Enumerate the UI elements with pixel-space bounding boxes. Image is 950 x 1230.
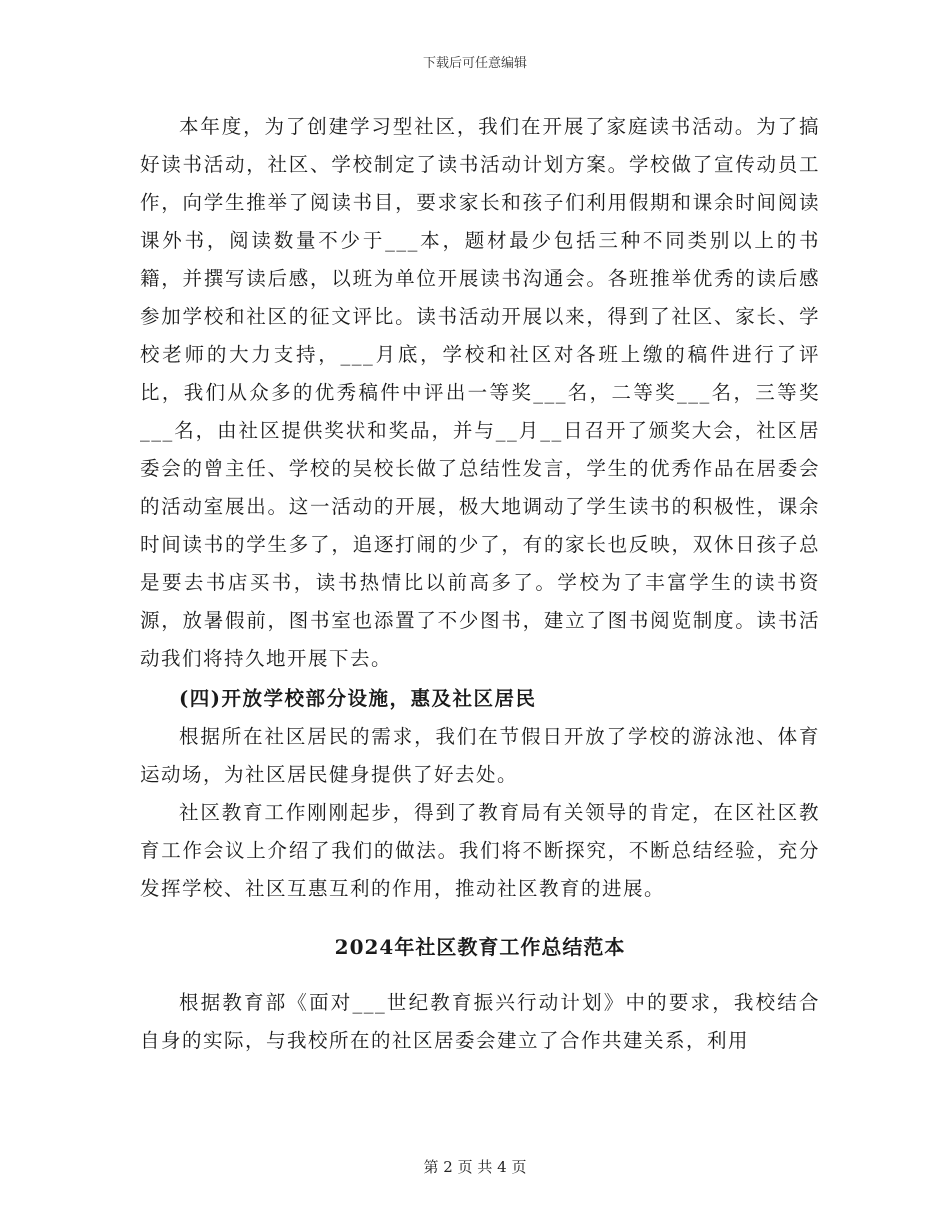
document-body [140, 108, 820, 1060]
section-heading: (四)开放学校部分设施，惠及社区居民 [179, 687, 537, 710]
page-header-note: 下载后可任意编辑 [422, 56, 527, 71]
body-paragraph: 社区教育工作刚刚起步，得到了教育局有关领导的肯定，在区社区教育工作会议上介绍了我们的做法。我们将不断探究，不断总结经验，充分发挥学校、社区互惠互利的作用，推动社区教育的进展。 [140, 801, 820, 900]
document-title: 2024年社区教育工作总结范本 [334, 935, 626, 959]
body-paragraph: 根据教育部《面对___世纪教育振兴行动计划》中的要求，我校结合自身的实际，与我校所在的社区居委会建立了合作共建关系，利用 [140, 991, 820, 1052]
body-paragraph: 本年度，为了创建学习型社区，我们在开展了家庭读书活动。为了搞好读书活动，社区、学校制定了读书活动计划方案。学校做了宣传动员工作，向学生推举了阅读书目，要求家长和孩子们利用假期和课余时间阅读课外书，阅读数量不少于___本，题材最少包括三种不同类别以上的书籍，并撰写读后感，以班为单位开展读书沟通会。各班推举优秀的读后感参加学校和社区的征文评比。读书活动开展以来，得到了社区、家长、学校老师的大力支持，___月底，学校和社区对各班上缴的稿件进行了评比，我们从众多的优秀稿件中评出一等奖___名，二等奖___名，三等奖___名，由社区提供奖状和奖品，并与__月__日召开了颁奖大会，社区居委会的曾主任、学校的吴校长做了总结性发言，学生的优秀作品在居委会的活动室展出。这一活动的开展，极大地调动了学生读书的积极性，课余时间读书的学生多了，追逐打闹的少了，有的家长也反映，双休日孩子总是要去书店买书，读书热情比以前高多了。学校为了丰富学生的读书资源，放暑假前，图书室也添置了不少图书，建立了图书阅览制度。读书活动我们将持久地开展下去。 [140, 115, 820, 670]
page-number: 第 2 页 共 4 页 [423, 1158, 527, 1176]
body-paragraph: 根据所在社区居民的需求，我们在节假日开放了学校的游泳池、体育运动场，为社区居民健身提供了好去处。 [140, 725, 820, 786]
